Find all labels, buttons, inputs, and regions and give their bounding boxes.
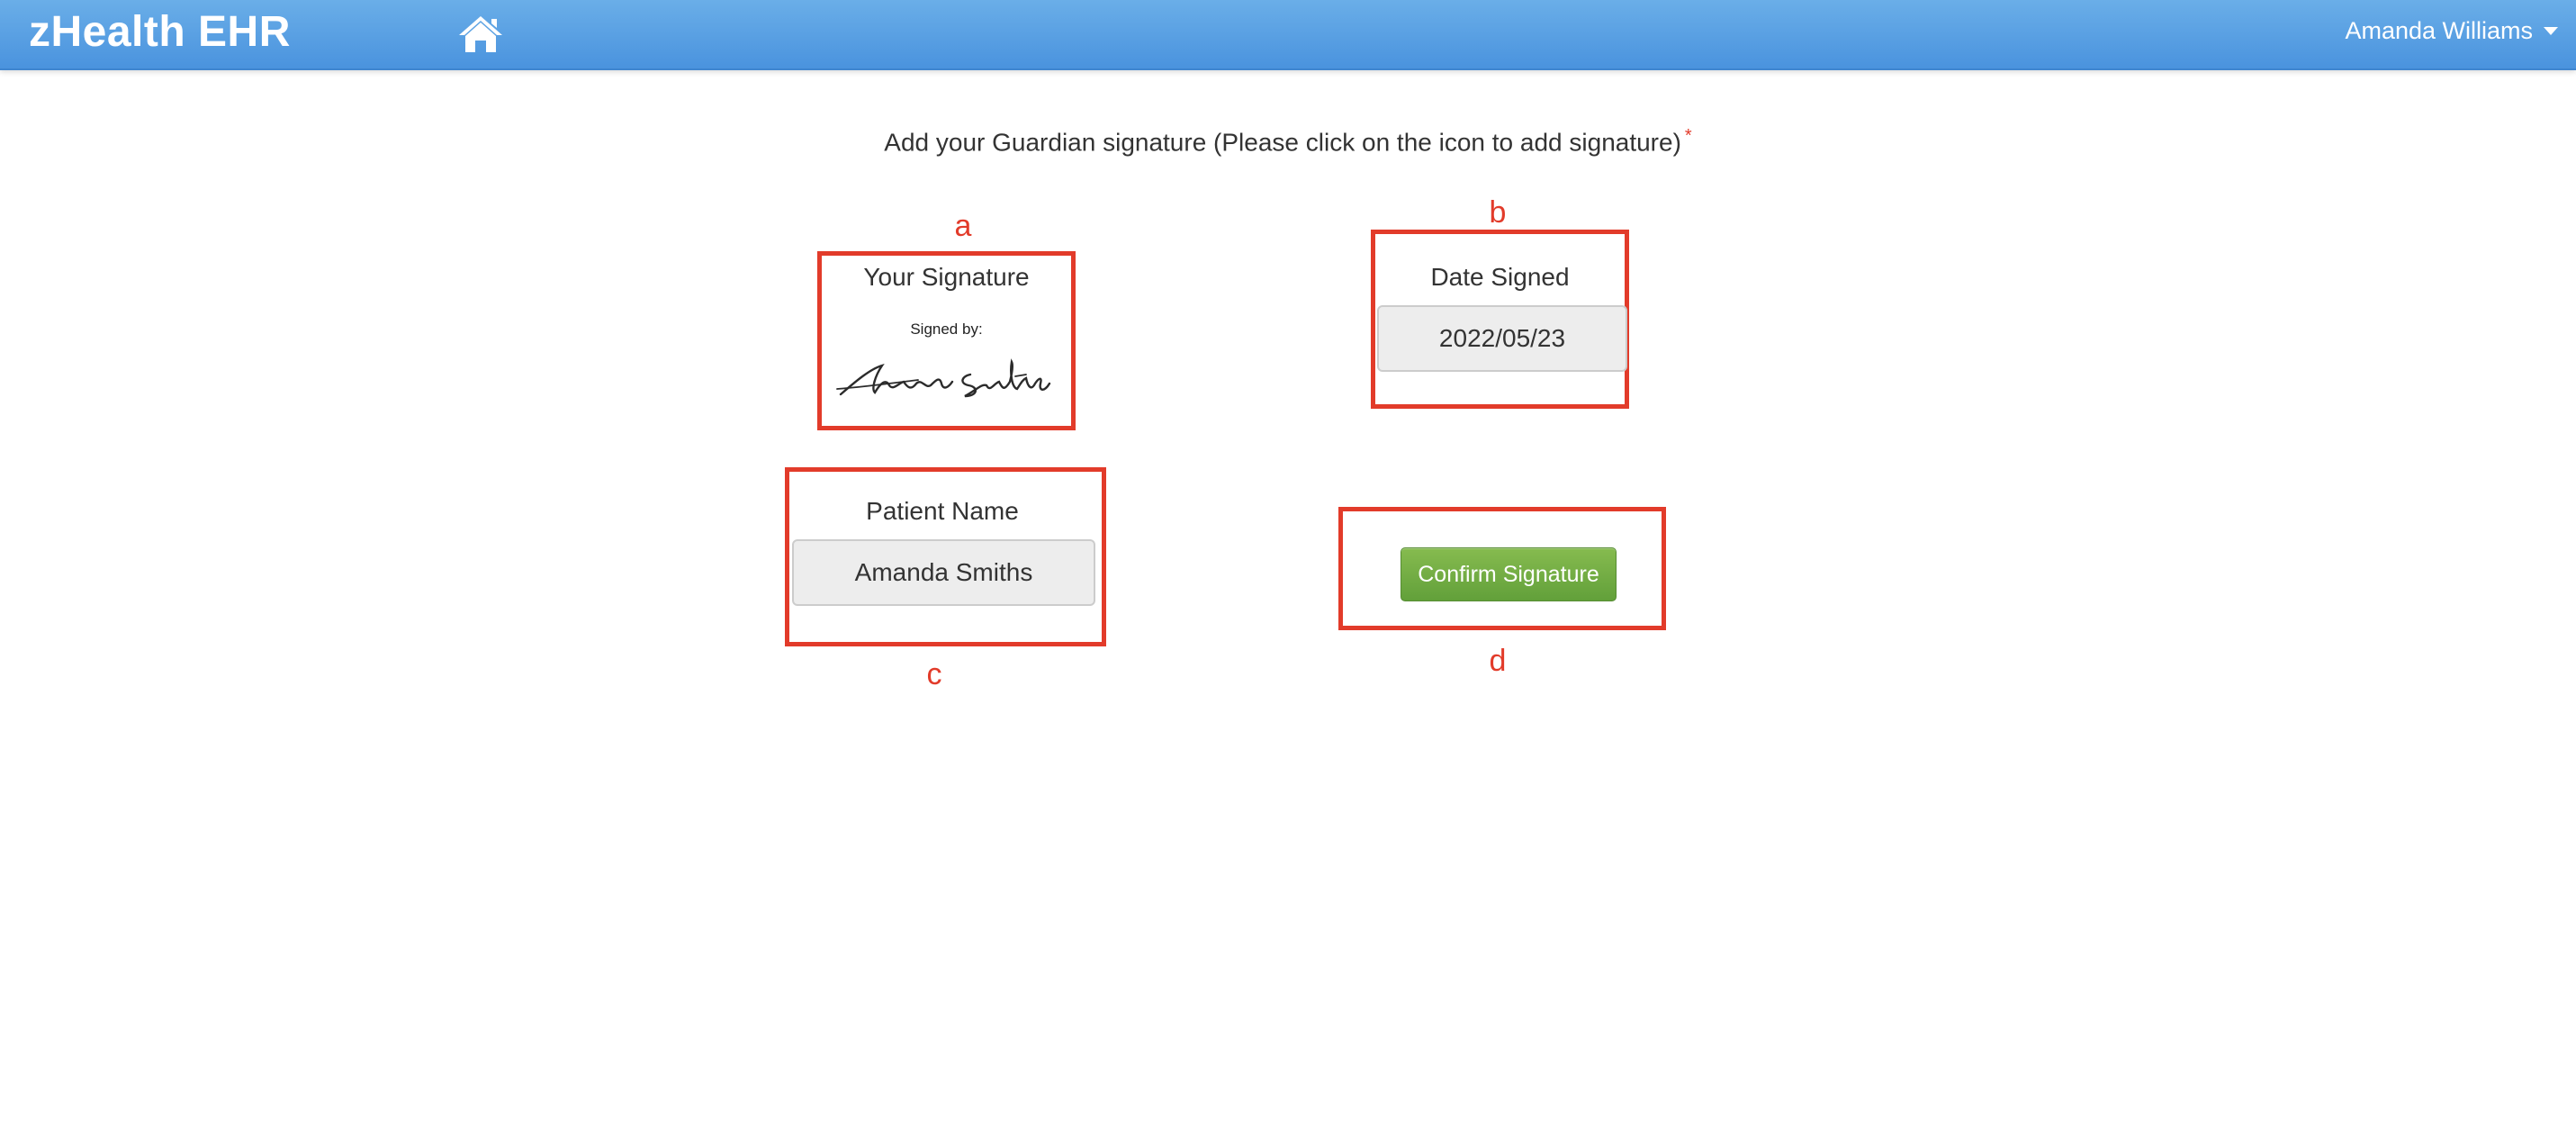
your-signature-label: Your Signature: [863, 263, 1030, 291]
caret-down-icon: [2544, 27, 2558, 35]
home-icon: [455, 11, 506, 56]
user-name: Amanda Williams: [2345, 16, 2533, 44]
signature-image: [835, 357, 1051, 407]
confirm-signature-button[interactable]: Confirm Signature: [1401, 547, 1617, 601]
annotation-label-d: d: [1489, 644, 1507, 678]
signed-by-label: Signed by:: [910, 321, 983, 338]
annotation-label-b: b: [1489, 195, 1507, 230]
signature-instruction: [0, 126, 2576, 157]
required-asterisk: *: [1684, 126, 1692, 146]
date-signed-label: Date Signed: [1430, 263, 1570, 291]
app-brand[interactable]: zHealth EHR: [29, 8, 291, 56]
home-button[interactable]: [455, 11, 506, 56]
patient-name-field[interactable]: Amanda Smiths: [792, 539, 1095, 606]
top-navbar: [0, 0, 2576, 70]
signature-pad[interactable]: [826, 321, 1067, 421]
annotation-label-a: a: [954, 209, 972, 243]
date-signed-field[interactable]: 2022/05/23: [1377, 305, 1627, 372]
annotation-label-c: c: [926, 657, 942, 691]
user-menu-dropdown[interactable]: [2345, 13, 2558, 49]
patient-name-label: Patient Name: [866, 497, 1019, 525]
instruction-text: Add your Guardian signature (Please click on the icon to add signature): [884, 128, 1681, 157]
